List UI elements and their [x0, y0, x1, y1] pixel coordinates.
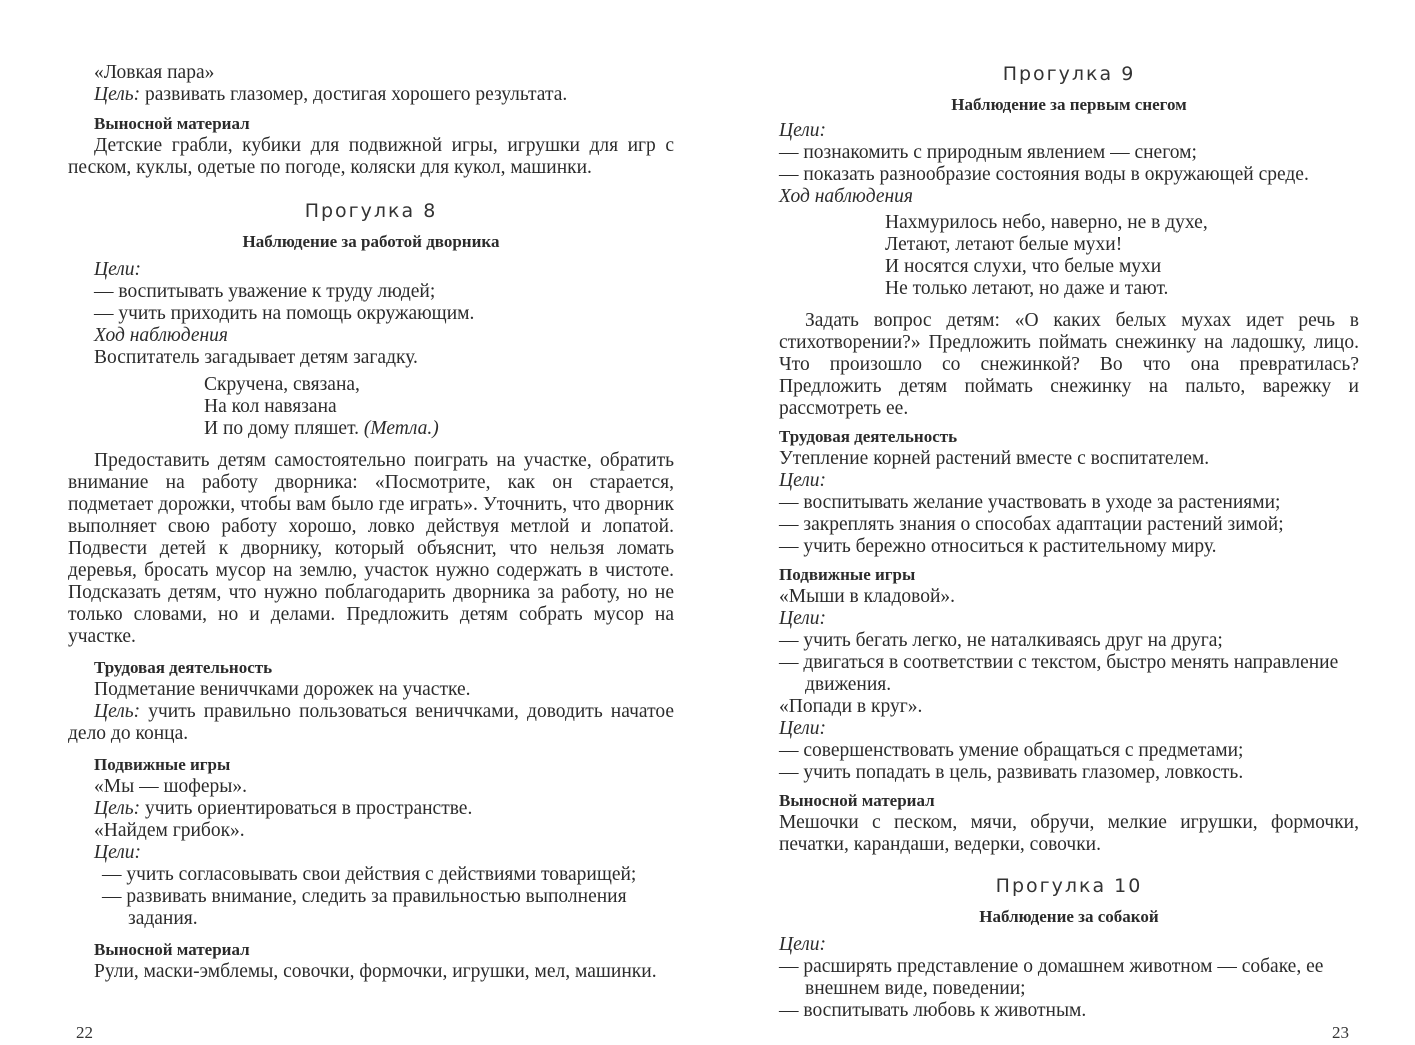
riddle-line: Скручена, связана,	[204, 374, 360, 395]
goal-label: Цель:	[94, 798, 141, 819]
goal-item: — учить попадать в цель, развивать глазомер, ловкость.	[779, 762, 1244, 783]
walk-9-paragraph: Задать вопрос детям: «О каких белых мухах идет речь в стихотворении?» Предложить поймать снежинку на ладошку, лицо. Что произошло со снежинкой? Во что она превратилась? Предложить детям поймать снежинку на пальто, варежку и рассмотреть ее.	[779, 310, 1359, 419]
walk-8-observation: Наблюдение за работой дворника	[242, 232, 500, 251]
goals-label: Цели:	[779, 470, 826, 491]
left-page	[0, 0, 707, 1045]
game-1-name: «Мы — шоферы».	[94, 776, 247, 797]
course-text: Воспитатель загадывает детям загадку.	[94, 347, 418, 368]
games-heading: Подвижные игры	[779, 565, 916, 584]
goals-label: Цели:	[94, 259, 141, 280]
material-heading: Выносной материал	[94, 114, 250, 133]
goal-text: учить правильно пользоваться вениччками, доводить начатое дело до конца.	[68, 701, 674, 744]
material-text: Детские грабли, кубики для подвижной игры, игрушки для игр с песком, куклы, одетые по погоде, коляски для кукол, машинки.	[68, 135, 674, 178]
goal-item: — двигаться в соответствии с текстом, быстро менять направление движения.	[779, 652, 1339, 695]
games-heading: Подвижные игры	[94, 755, 231, 774]
page-number-left: 22	[76, 1023, 93, 1042]
goal-item: — учить согласовывать свои действия с действиями товарищей;	[102, 864, 637, 885]
goal-item: — воспитывать желание участвовать в уходе за растениями;	[779, 492, 1281, 513]
right-column	[779, 62, 1359, 1022]
right-page	[707, 0, 1415, 1045]
goals-label: Цели:	[779, 934, 826, 955]
goal-item: — показать разнообразие состояния воды в окружающей среде.	[779, 164, 1309, 185]
material-heading: Выносной материал	[779, 791, 935, 810]
left-column	[68, 62, 674, 983]
goal-item: — воспитывать уважение к труду людей;	[94, 281, 436, 302]
goal-text: развивать глазомер, достигая хорошего результата.	[140, 84, 568, 105]
goal-text: учить ориентироваться в пространстве.	[140, 798, 473, 819]
labor-text: Утепление корней растений вместе с воспитателем.	[779, 448, 1210, 469]
walk-9-observation: Наблюдение за первым снегом	[951, 95, 1187, 114]
goal-item: — учить бегать легко, не наталкиваясь друг на друга;	[779, 630, 1223, 651]
poem-line: Летают, летают белые мухи!	[885, 234, 1123, 255]
page-number-right: 23	[1332, 1023, 1349, 1042]
riddle-line	[204, 418, 674, 440]
game-2-name: «Найдем грибок».	[94, 820, 245, 841]
walk-8-title: Прогулка 8	[304, 200, 438, 222]
goal-item: — совершенствовать умение обращаться с предметами;	[779, 740, 1244, 761]
riddle-last-text: И по дому пляшет.	[204, 418, 364, 439]
walk-8-paragraph: Предоставить детям самостоятельно поиграть на участке, обратить внимание на работу дворника: «Посмотрите, как он старается, подметает дорожки, чтобы вам было где играть». Уточнить, что дворник выполняет свою работу хорошо, ловко действуя метлой и лопатой. Подвести детей к дворнику, который объяснит, что нельзя ломать деревья, бросать мусор на землю, участок нужно содержать в чистоте. Подсказать детям, что нужно поблагодарить дворника за работу, но не только словами, но и делами. Предложить детям собрать мусор на участке.	[68, 450, 674, 647]
goals-label: Цели:	[779, 120, 826, 141]
goal-item: — закреплять знания о способах адаптации растений зимой;	[779, 514, 1284, 535]
material-heading: Выносной материал	[94, 940, 250, 959]
poem-line: И носятся слухи, что белые мухи	[885, 256, 1162, 277]
game-goal	[68, 84, 674, 106]
game-1-name: «Мыши в кладовой».	[779, 586, 956, 607]
goals-label: Цели:	[779, 608, 826, 629]
walk-10-title: Прогулка 10	[995, 875, 1143, 897]
goals-label: Цели:	[94, 842, 141, 863]
riddle-line: На кол навязана	[204, 396, 337, 417]
goals-label: Цели:	[779, 718, 826, 739]
course-label: Ход наблюдения	[94, 325, 228, 346]
goal-item: — расширять представление о домашнем животном — собаке, ее внешнем виде, поведении;	[779, 956, 1324, 999]
goal-item: — развивать внимание, следить за правильностью выполнения задания.	[102, 886, 627, 929]
game-name: «Ловкая пара»	[94, 62, 215, 83]
poem-line: Не только летают, но даже и тают.	[885, 278, 1169, 299]
material-text: Рули, маски-эмблемы, совочки, формочки, игрушки, мел, машинки.	[94, 961, 657, 982]
walk-9-title: Прогулка 9	[1002, 63, 1136, 85]
course-label: Ход наблюдения	[779, 186, 913, 207]
goal-item: — учить приходить на помощь окружающим.	[94, 303, 475, 324]
poem-line: Нахмурилось небо, наверно, не в духе,	[885, 212, 1208, 233]
goal-label: Цель:	[94, 84, 141, 105]
goal-label: Цель:	[94, 701, 141, 722]
goal-item: — познакомить с природным явлением — снегом;	[779, 142, 1197, 163]
game-2-name: «Попади в круг».	[779, 696, 923, 717]
labor-text: Подметание вениччками дорожек на участке.	[94, 679, 471, 700]
poem	[885, 212, 1359, 300]
labor-goal	[68, 701, 674, 745]
goal-item: — учить бережно относиться к растительному миру.	[779, 536, 1217, 557]
riddle	[68, 374, 674, 440]
game-2-goals	[102, 864, 674, 930]
labor-heading: Трудовая деятельность	[94, 658, 273, 677]
goal-item: — воспитывать любовь к животным.	[779, 1000, 1087, 1021]
labor-heading: Трудовая деятельность	[779, 427, 958, 446]
material-text: Мешочки с песком, мячи, обручи, мелкие игрушки, формочки, печатки, карандаши, ведерки, совочки.	[779, 812, 1359, 855]
walk-10-observation: Наблюдение за собакой	[979, 907, 1159, 926]
game-1-goal	[68, 798, 674, 820]
riddle-answer: (Метла.)	[363, 418, 439, 439]
